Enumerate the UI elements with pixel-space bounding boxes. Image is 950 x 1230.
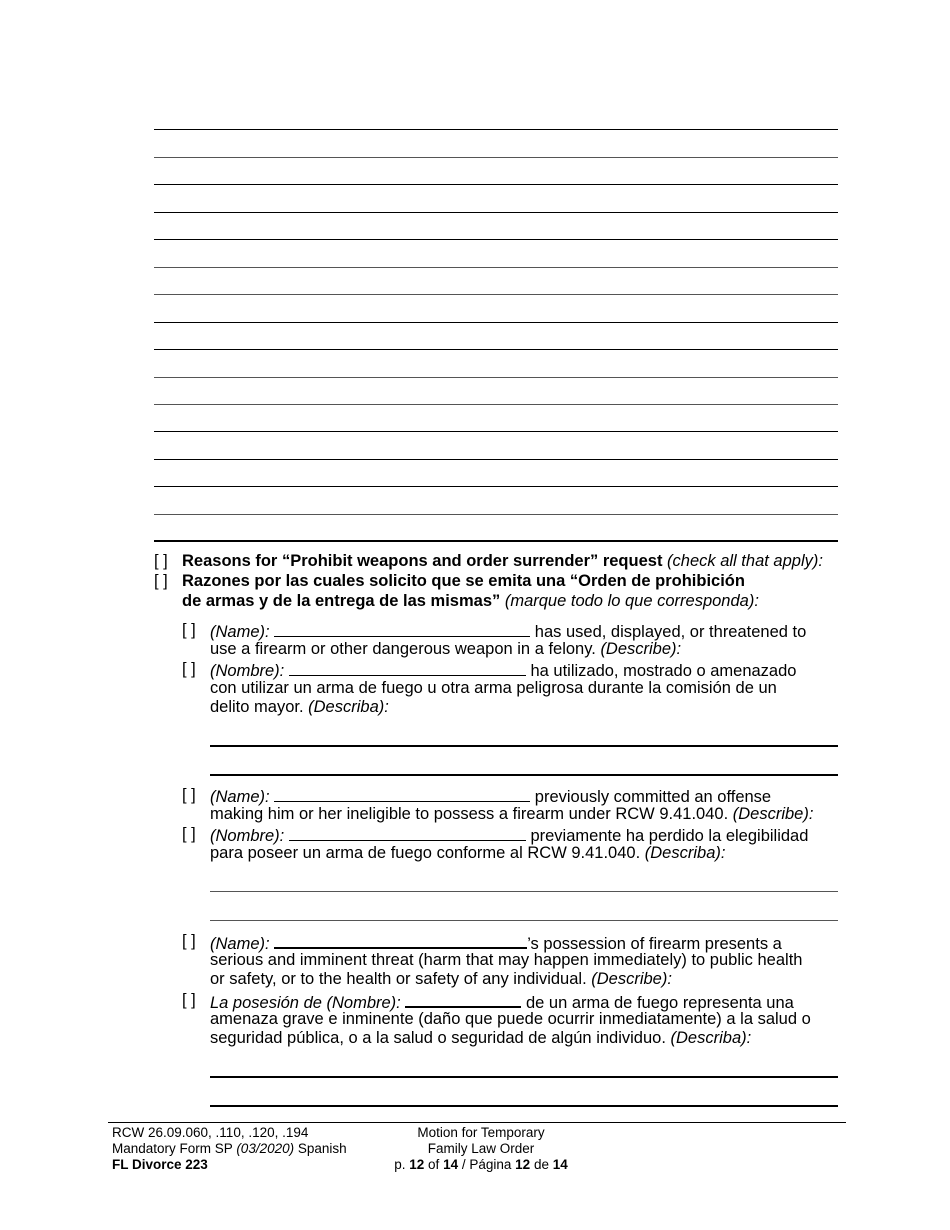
item-es-text: previamente ha perdido la elegibilidad	[530, 827, 809, 845]
writing-line[interactable]	[154, 404, 838, 405]
page-prefix: p.	[394, 1157, 406, 1172]
page-current: 12	[409, 1157, 425, 1172]
describe-line[interactable]	[210, 920, 838, 921]
item-en-line3	[210, 970, 672, 990]
name-field[interactable]	[274, 932, 527, 949]
page-total-es: 14	[552, 1157, 568, 1172]
describe-label: (Describe):	[732, 805, 814, 823]
nombre-label: (Nombre):	[210, 662, 285, 680]
describe-line[interactable]	[210, 745, 838, 747]
writing-line[interactable]	[154, 212, 838, 213]
section-checkbox-es[interactable]: [ ]	[154, 572, 168, 590]
item-es-text: seguridad pública, o a la salud o seguridad de algún individuo.	[210, 1029, 666, 1047]
item-en-text: making him or her ineligible to possess a firearm under RCW 9.41.040.	[210, 805, 729, 823]
item-checkbox-en[interactable]: [ ]	[182, 786, 196, 804]
describe-line[interactable]	[210, 774, 838, 776]
footer-doc-title-1: Motion for Temporary	[417, 1125, 545, 1140]
item-es-text: de un arma de fuego representa una	[525, 994, 794, 1012]
writing-line[interactable]	[154, 377, 838, 378]
posesion-label: La posesión de (Nombre):	[210, 994, 401, 1012]
page-total: 14	[443, 1157, 459, 1172]
item-checkbox-es[interactable]: [ ]	[182, 825, 196, 843]
footer-statutes: RCW 26.09.060, .110, .120, .194	[112, 1125, 309, 1140]
item-es-text: delito mayor.	[210, 698, 304, 716]
item-es-line3	[210, 698, 389, 718]
section-title-es-line1	[182, 572, 745, 592]
name-field[interactable]	[274, 621, 530, 637]
nombre-field[interactable]	[405, 991, 521, 1008]
page-separator: / Página	[461, 1157, 512, 1172]
writing-line[interactable]	[154, 486, 838, 487]
item-en-text: ’s possession of firearm presents a	[527, 935, 782, 953]
section-title-en-bold: Reasons for “Prohibit weapons and order surrender” request	[182, 552, 663, 570]
page-of: of	[428, 1157, 440, 1172]
item-en-line2	[210, 805, 813, 825]
item-en-text: has used, displayed, or threatened to	[534, 623, 807, 641]
section-title-es-bold-2: de armas y de la entrega de las mismas”	[182, 592, 501, 610]
section-title-es-bold-1: Razones por las cuales solicito que se emita una “Orden de prohibición	[182, 572, 745, 590]
section-checkbox-en[interactable]: [ ]	[154, 552, 168, 570]
name-field[interactable]	[274, 786, 530, 802]
writing-line[interactable]	[154, 349, 838, 350]
page-de: de	[533, 1157, 549, 1172]
item-checkbox-es[interactable]: [ ]	[182, 660, 196, 678]
item-en-text: use a firearm or other dangerous weapon in a felony.	[210, 640, 596, 658]
item-es-line2: amenaza grave e inminente (daño que puede ocurrir inmediatamente) a la salud o	[210, 1010, 811, 1028]
nombre-field[interactable]	[289, 660, 526, 676]
describe-line[interactable]	[210, 891, 838, 892]
form-number: FL Divorce 223	[112, 1157, 208, 1172]
footer-form-info	[112, 1141, 347, 1157]
page-current-es: 12	[515, 1157, 531, 1172]
writing-line[interactable]	[154, 184, 838, 185]
footer-form-date: (03/2020)	[236, 1141, 295, 1156]
writing-line[interactable]	[154, 157, 838, 158]
nombre-field[interactable]	[289, 825, 526, 841]
describa-label: (Describa):	[644, 844, 726, 862]
item-en-line2: serious and imminent threat (harm that may happen immediately) to public health	[210, 951, 803, 969]
nombre-label: (Nombre):	[210, 827, 285, 845]
name-label: (Name):	[210, 788, 270, 806]
section-title-es-line2	[182, 592, 759, 612]
writing-line[interactable]	[154, 129, 838, 130]
item-en-text: previously committed an offense	[534, 788, 772, 806]
footer-form-type: Mandatory Form SP	[112, 1141, 233, 1156]
footer-page-number	[380, 1157, 582, 1173]
writing-line[interactable]	[154, 239, 838, 240]
describa-label: (Describa):	[670, 1029, 752, 1047]
writing-line[interactable]	[154, 294, 838, 295]
section-title-es-note: (marque todo lo que corresponda):	[504, 592, 759, 610]
item-es-text: para poseer un arma de fuego conforme al RCW 9.41.040.	[210, 844, 641, 862]
item-en-text: or safety, or to the health or safety of any individual.	[210, 970, 587, 988]
item-es-line2	[210, 844, 725, 864]
name-label: (Name):	[210, 623, 270, 641]
item-checkbox-es[interactable]: [ ]	[182, 991, 196, 1009]
writing-line[interactable]	[154, 514, 838, 515]
item-en-line2	[210, 640, 681, 660]
footer-form-number	[112, 1157, 208, 1173]
writing-line[interactable]	[154, 459, 838, 460]
describa-label: (Describa):	[308, 698, 389, 716]
writing-line[interactable]	[154, 431, 838, 432]
name-label: (Name):	[210, 935, 270, 953]
item-es-line2: con utilizar un arma de fuego u otra arma peligrosa durante la comisión de un	[210, 679, 777, 697]
section-title-en-note: (check all that apply):	[667, 552, 823, 570]
describe-line[interactable]	[210, 1105, 838, 1107]
section-title-en	[182, 552, 823, 572]
describe-label: (Describe):	[591, 970, 672, 988]
footer-form-language: Spanish	[297, 1141, 347, 1156]
section-divider	[154, 540, 838, 542]
item-es-text: ha utilizado, mostrado o amenazado	[530, 662, 797, 680]
footer-divider	[108, 1122, 846, 1123]
item-checkbox-en[interactable]: [ ]	[182, 932, 196, 950]
writing-line[interactable]	[154, 322, 838, 323]
describe-line[interactable]	[210, 1076, 838, 1078]
footer-doc-title-2: Family Law Order	[427, 1141, 535, 1156]
item-checkbox-en[interactable]: [ ]	[182, 621, 196, 639]
describe-label: (Describe):	[600, 640, 682, 658]
writing-line[interactable]	[154, 267, 838, 268]
item-es-line3	[210, 1029, 751, 1049]
